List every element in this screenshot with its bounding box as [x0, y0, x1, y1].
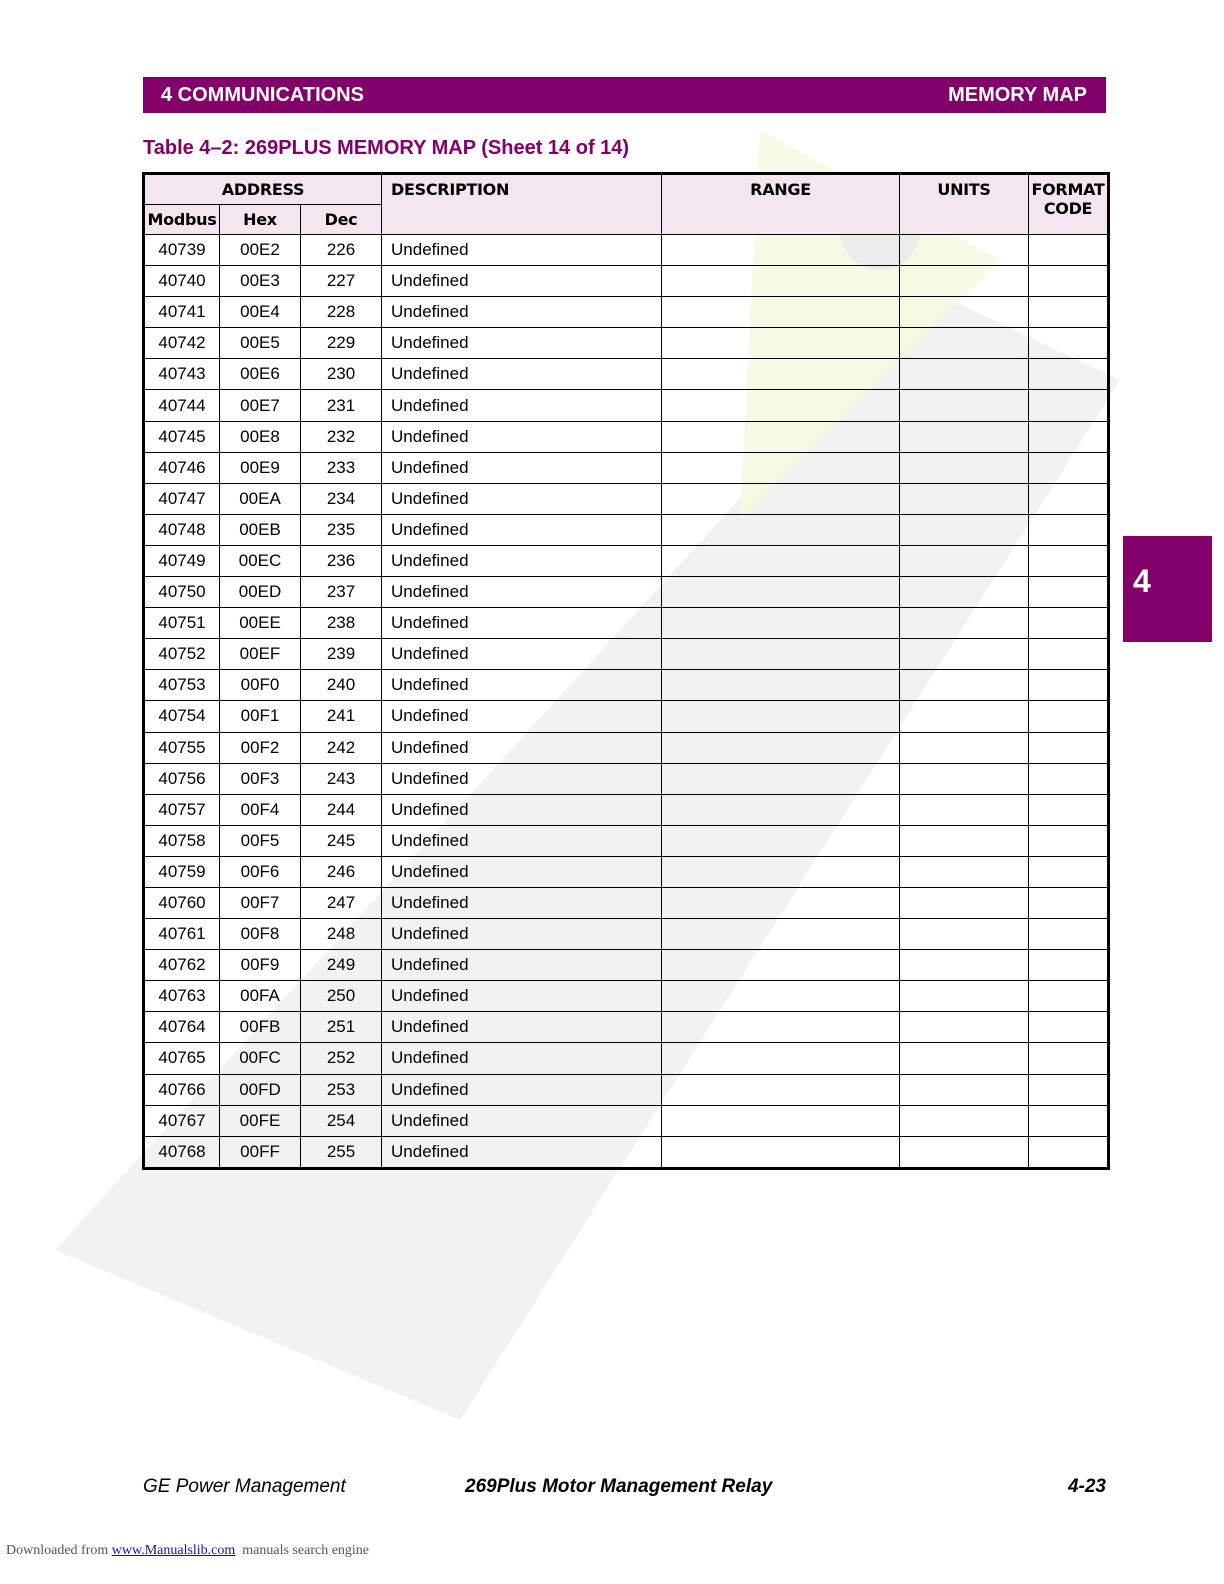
format-code-cell: [1029, 483, 1109, 514]
range-cell: [662, 639, 900, 670]
description-cell: Undefined: [382, 950, 662, 981]
table-row: [144, 514, 1109, 545]
hex-cell: 00FA: [220, 981, 301, 1012]
table-row: [144, 825, 1109, 856]
modbus-cell: 40744: [144, 390, 220, 421]
format-code-cell: [1029, 794, 1109, 825]
units-cell: [900, 1074, 1029, 1105]
memory-map-table: [142, 172, 1110, 1170]
description-cell: Undefined: [382, 732, 662, 763]
range-cell: [662, 359, 900, 390]
units-header: UNITS: [900, 174, 1029, 235]
units-cell: [900, 608, 1029, 639]
dec-cell: 243: [301, 763, 382, 794]
range-cell: [662, 825, 900, 856]
hex-cell: 00E5: [220, 328, 301, 359]
description-cell: Undefined: [382, 1074, 662, 1105]
section-title: 4 COMMUNICATIONS: [161, 83, 364, 106]
format-code-cell: [1029, 1105, 1109, 1136]
table-row: [144, 950, 1109, 981]
modbus-cell: 40749: [144, 545, 220, 576]
table-row: [144, 452, 1109, 483]
modbus-cell: 40746: [144, 452, 220, 483]
modbus-cell: 40768: [144, 1136, 220, 1168]
modbus-cell: 40742: [144, 328, 220, 359]
units-cell: [900, 732, 1029, 763]
hex-cell: 00E6: [220, 359, 301, 390]
table-row: [144, 732, 1109, 763]
units-cell: [900, 763, 1029, 794]
modbus-cell: 40745: [144, 421, 220, 452]
units-cell: [900, 297, 1029, 328]
dec-cell: 239: [301, 639, 382, 670]
description-cell: Undefined: [382, 825, 662, 856]
table-row: [144, 856, 1109, 887]
units-cell: [900, 359, 1029, 390]
hex-cell: 00F2: [220, 732, 301, 763]
hex-cell: 00E7: [220, 390, 301, 421]
description-cell: Undefined: [382, 763, 662, 794]
hex-cell: 00FE: [220, 1105, 301, 1136]
range-cell: [662, 701, 900, 732]
dec-cell: 232: [301, 421, 382, 452]
table-row: [144, 608, 1109, 639]
format-header-line2: CODE: [1043, 199, 1093, 218]
range-cell: [662, 950, 900, 981]
table-row: [144, 763, 1109, 794]
description-cell: Undefined: [382, 701, 662, 732]
format-code-cell: [1029, 452, 1109, 483]
modbus-cell: 40767: [144, 1105, 220, 1136]
modbus-cell: 40740: [144, 266, 220, 297]
description-cell: Undefined: [382, 297, 662, 328]
format-code-cell: [1029, 856, 1109, 887]
table-row: [144, 887, 1109, 918]
dec-cell: 241: [301, 701, 382, 732]
dec-cell: 251: [301, 1012, 382, 1043]
description-cell: Undefined: [382, 266, 662, 297]
units-cell: [900, 328, 1029, 359]
table-row: [144, 483, 1109, 514]
hex-cell: 00F7: [220, 887, 301, 918]
hex-cell: 00F3: [220, 763, 301, 794]
hex-cell: 00F4: [220, 794, 301, 825]
units-cell: [900, 390, 1029, 421]
units-cell: [900, 514, 1029, 545]
modbus-cell: 40758: [144, 825, 220, 856]
units-cell: [900, 235, 1029, 266]
modbus-cell: 40753: [144, 670, 220, 701]
dec-cell: 249: [301, 950, 382, 981]
description-cell: Undefined: [382, 545, 662, 576]
description-cell: Undefined: [382, 639, 662, 670]
table-row: [144, 919, 1109, 950]
format-code-cell: [1029, 1074, 1109, 1105]
range-cell: [662, 545, 900, 576]
hex-cell: 00FC: [220, 1043, 301, 1074]
format-code-cell: [1029, 545, 1109, 576]
hex-cell: 00E2: [220, 235, 301, 266]
hex-header: Hex: [220, 205, 301, 235]
table-row: [144, 639, 1109, 670]
format-code-cell: [1029, 1043, 1109, 1074]
units-cell: [900, 1043, 1029, 1074]
units-cell: [900, 887, 1029, 918]
range-cell: [662, 390, 900, 421]
description-cell: Undefined: [382, 919, 662, 950]
modbus-cell: 40747: [144, 483, 220, 514]
hex-cell: 00EB: [220, 514, 301, 545]
format-code-cell: [1029, 825, 1109, 856]
dec-cell: 234: [301, 483, 382, 514]
range-cell: [662, 670, 900, 701]
description-header: DESCRIPTION: [382, 174, 662, 235]
description-cell: Undefined: [382, 359, 662, 390]
format-code-header: [1029, 174, 1109, 235]
range-cell: [662, 577, 900, 608]
description-cell: Undefined: [382, 1105, 662, 1136]
description-cell: Undefined: [382, 1136, 662, 1168]
range-cell: [662, 856, 900, 887]
units-cell: [900, 794, 1029, 825]
modbus-cell: 40748: [144, 514, 220, 545]
modbus-cell: 40750: [144, 577, 220, 608]
table-row: [144, 266, 1109, 297]
units-cell: [900, 1012, 1029, 1043]
hex-cell: 00EA: [220, 483, 301, 514]
hex-cell: 00F8: [220, 919, 301, 950]
units-cell: [900, 981, 1029, 1012]
table-row: [144, 1043, 1109, 1074]
description-cell: Undefined: [382, 328, 662, 359]
modbus-cell: 40756: [144, 763, 220, 794]
table-row: [144, 1136, 1109, 1168]
range-cell: [662, 981, 900, 1012]
format-code-cell: [1029, 390, 1109, 421]
description-cell: Undefined: [382, 1012, 662, 1043]
range-cell: [662, 919, 900, 950]
chapter-tab: 4: [1123, 536, 1212, 642]
footer-product: 269Plus Motor Management Relay: [465, 1476, 773, 1497]
format-code-cell: [1029, 266, 1109, 297]
table-row: [144, 421, 1109, 452]
modbus-cell: 40766: [144, 1074, 220, 1105]
format-header-line1: FORMAT: [1031, 180, 1105, 199]
hex-cell: 00E4: [220, 297, 301, 328]
format-code-cell: [1029, 887, 1109, 918]
description-cell: Undefined: [382, 608, 662, 639]
table-row: [144, 235, 1109, 266]
range-cell: [662, 1074, 900, 1105]
range-cell: [662, 1043, 900, 1074]
dec-cell: 253: [301, 1074, 382, 1105]
dec-cell: 250: [301, 981, 382, 1012]
format-code-cell: [1029, 950, 1109, 981]
format-code-cell: [1029, 577, 1109, 608]
range-cell: [662, 514, 900, 545]
hex-cell: 00E9: [220, 452, 301, 483]
address-header: ADDRESS: [144, 174, 382, 205]
hex-cell: 00F0: [220, 670, 301, 701]
modbus-cell: 40743: [144, 359, 220, 390]
table-row: [144, 359, 1109, 390]
range-header: RANGE: [662, 174, 900, 235]
units-cell: [900, 1105, 1029, 1136]
range-cell: [662, 1012, 900, 1043]
range-cell: [662, 235, 900, 266]
hex-cell: 00FF: [220, 1136, 301, 1168]
hex-cell: 00FD: [220, 1074, 301, 1105]
description-cell: Undefined: [382, 887, 662, 918]
table-row: [144, 794, 1109, 825]
table-row: [144, 577, 1109, 608]
section-header-bar: [143, 77, 1106, 113]
units-cell: [900, 421, 1029, 452]
dec-cell: 233: [301, 452, 382, 483]
format-code-cell: [1029, 328, 1109, 359]
range-cell: [662, 452, 900, 483]
manualslib-link[interactable]: www.Manualslib.com: [111, 1543, 236, 1558]
dec-cell: 246: [301, 856, 382, 887]
format-code-cell: [1029, 701, 1109, 732]
hex-cell: 00FB: [220, 1012, 301, 1043]
table-row: [144, 670, 1109, 701]
hex-cell: 00ED: [220, 577, 301, 608]
description-cell: Undefined: [382, 421, 662, 452]
description-cell: Undefined: [382, 856, 662, 887]
table-row: [144, 1105, 1109, 1136]
dec-cell: 227: [301, 266, 382, 297]
dec-cell: 242: [301, 732, 382, 763]
units-cell: [900, 483, 1029, 514]
hex-cell: 00EF: [220, 639, 301, 670]
download-prefix: Downloaded from: [6, 1543, 112, 1558]
units-cell: [900, 825, 1029, 856]
range-cell: [662, 483, 900, 514]
modbus-header: Modbus: [144, 205, 220, 235]
download-note: [6, 1543, 369, 1559]
dec-cell: 231: [301, 390, 382, 421]
modbus-cell: 40752: [144, 639, 220, 670]
dec-cell: 228: [301, 297, 382, 328]
range-cell: [662, 328, 900, 359]
dec-cell: 255: [301, 1136, 382, 1168]
modbus-cell: 40760: [144, 887, 220, 918]
units-cell: [900, 266, 1029, 297]
units-cell: [900, 452, 1029, 483]
dec-cell: 240: [301, 670, 382, 701]
dec-cell: 229: [301, 328, 382, 359]
modbus-cell: 40755: [144, 732, 220, 763]
modbus-cell: 40762: [144, 950, 220, 981]
units-cell: [900, 577, 1029, 608]
table-row: [144, 328, 1109, 359]
modbus-cell: 40751: [144, 608, 220, 639]
modbus-cell: 40754: [144, 701, 220, 732]
footer-page-number: 4-23: [1067, 1476, 1106, 1497]
modbus-cell: 40764: [144, 1012, 220, 1043]
format-code-cell: [1029, 1136, 1109, 1168]
description-cell: Undefined: [382, 235, 662, 266]
format-code-cell: [1029, 608, 1109, 639]
description-cell: Undefined: [382, 670, 662, 701]
hex-cell: 00EE: [220, 608, 301, 639]
modbus-cell: 40759: [144, 856, 220, 887]
modbus-cell: 40757: [144, 794, 220, 825]
modbus-cell: 40739: [144, 235, 220, 266]
units-cell: [900, 1136, 1029, 1168]
format-code-cell: [1029, 763, 1109, 794]
range-cell: [662, 608, 900, 639]
format-code-cell: [1029, 639, 1109, 670]
range-cell: [662, 1136, 900, 1168]
dec-cell: 226: [301, 235, 382, 266]
table-row: [144, 701, 1109, 732]
format-code-cell: [1029, 359, 1109, 390]
hex-cell: 00F1: [220, 701, 301, 732]
table-title: Table 4–2: 269PLUS MEMORY MAP (Sheet 14 of 14): [143, 137, 630, 159]
modbus-cell: 40741: [144, 297, 220, 328]
units-cell: [900, 639, 1029, 670]
dec-cell: 235: [301, 514, 382, 545]
format-code-cell: [1029, 297, 1109, 328]
units-cell: [900, 919, 1029, 950]
modbus-cell: 40765: [144, 1043, 220, 1074]
format-code-cell: [1029, 670, 1109, 701]
table-row: [144, 981, 1109, 1012]
download-suffix: manuals search engine: [235, 1543, 370, 1558]
description-cell: Undefined: [382, 390, 662, 421]
dec-cell: 254: [301, 1105, 382, 1136]
dec-header: Dec: [301, 205, 382, 235]
table-row: [144, 390, 1109, 421]
format-code-cell: [1029, 514, 1109, 545]
range-cell: [662, 266, 900, 297]
hex-cell: 00E8: [220, 421, 301, 452]
units-cell: [900, 950, 1029, 981]
dec-cell: 237: [301, 577, 382, 608]
range-cell: [662, 1105, 900, 1136]
table-row: [144, 1074, 1109, 1105]
dec-cell: 230: [301, 359, 382, 390]
format-code-cell: [1029, 421, 1109, 452]
range-cell: [662, 763, 900, 794]
format-code-cell: [1029, 235, 1109, 266]
table-row: [144, 1012, 1109, 1043]
hex-cell: 00F6: [220, 856, 301, 887]
format-code-cell: [1029, 981, 1109, 1012]
description-cell: Undefined: [382, 577, 662, 608]
hex-cell: 00E3: [220, 266, 301, 297]
dec-cell: 244: [301, 794, 382, 825]
description-cell: Undefined: [382, 452, 662, 483]
dec-cell: 236: [301, 545, 382, 576]
dec-cell: 238: [301, 608, 382, 639]
description-cell: Undefined: [382, 981, 662, 1012]
dec-cell: 252: [301, 1043, 382, 1074]
hex-cell: 00F9: [220, 950, 301, 981]
range-cell: [662, 297, 900, 328]
page-footer: [143, 1476, 1106, 1500]
format-code-cell: [1029, 1012, 1109, 1043]
units-cell: [900, 670, 1029, 701]
format-code-cell: [1029, 919, 1109, 950]
description-cell: Undefined: [382, 514, 662, 545]
footer-company: GE Power Management: [143, 1476, 346, 1497]
dec-cell: 248: [301, 919, 382, 950]
range-cell: [662, 887, 900, 918]
description-cell: Undefined: [382, 794, 662, 825]
range-cell: [662, 421, 900, 452]
table-row: [144, 545, 1109, 576]
units-cell: [900, 545, 1029, 576]
range-cell: [662, 794, 900, 825]
modbus-cell: 40761: [144, 919, 220, 950]
format-code-cell: [1029, 732, 1109, 763]
hex-cell: 00F5: [220, 825, 301, 856]
units-cell: [900, 701, 1029, 732]
table-row: [144, 297, 1109, 328]
units-cell: [900, 856, 1029, 887]
modbus-cell: 40763: [144, 981, 220, 1012]
hex-cell: 00EC: [220, 545, 301, 576]
range-cell: [662, 732, 900, 763]
dec-cell: 245: [301, 825, 382, 856]
description-cell: Undefined: [382, 483, 662, 514]
topic-title: MEMORY MAP: [948, 83, 1087, 106]
description-cell: Undefined: [382, 1043, 662, 1074]
dec-cell: 247: [301, 887, 382, 918]
